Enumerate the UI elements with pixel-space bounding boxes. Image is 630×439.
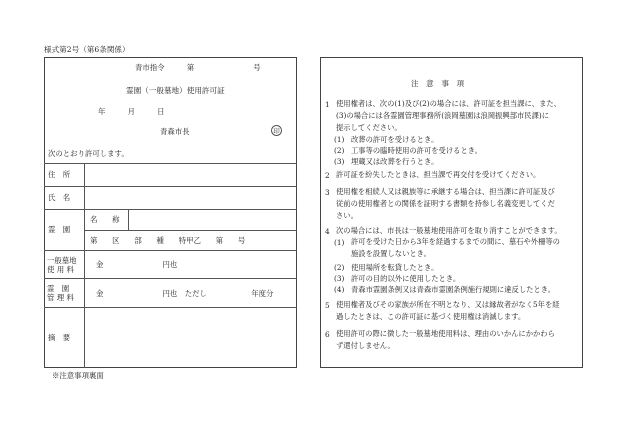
label-address: 住 所 [48, 170, 71, 179]
column-divider [84, 163, 85, 368]
notice-sub-text: 使用場所を転貸したとき。 [351, 263, 439, 272]
permit-card [44, 57, 297, 368]
notice-item-number: 5 [325, 301, 330, 310]
notice-item-text: 使用権者は、次の(1)及び(2)の場合には、許可証を担当課に、また、 (3)の場合には各霊園管理事務所(浪岡墓園は浪岡振興部市民課)に 提示してください。 [336, 99, 561, 132]
notice-sub-text: 工事等の臨時使用の許可を受けるとき。 [351, 146, 483, 155]
permit-title: 霊園（一般墓地）使用許可証 [126, 86, 225, 95]
notice-sub-text: 許可を受けた日から3年を経過するまでの間に、墓石や外柵等の 施設を設置しないとき。 [351, 237, 560, 258]
label-management-fee: 霊 園 管 理 料 [47, 284, 74, 302]
issuer: 青森市長 [160, 127, 190, 136]
notice-sub-number: (1) [334, 135, 345, 144]
notice-sub-number: (2) [334, 263, 345, 272]
permit-date: 年 月 日 [98, 107, 165, 116]
row-divider [44, 209, 297, 210]
row-divider [44, 250, 297, 251]
row-divider [44, 186, 297, 187]
plot-line: 第 区 部 種 特甲乙 第 号 [90, 236, 246, 245]
label-name: 氏 名 [48, 193, 71, 202]
notice-sub-text: 青森市霊園条例又は青森市霊園条例施行規則に違反したとき。 [351, 285, 556, 294]
notice-sub-number: (3) [334, 274, 345, 283]
notice-item-text: 使用許可の際に徴した一般墓地使用料は、理由のいかんにかかわら ず還付しません。 [336, 329, 555, 350]
notice-item-text: 次の場合には、市長は一般墓地使用許可を取り消すことができます。 [336, 226, 562, 235]
label-general-fee: 一般墓地 使 用 料 [47, 256, 77, 274]
grant-text: 次のとおり許可します。 [48, 149, 129, 158]
form-code: 様式第2号（第6条関係） [44, 45, 130, 54]
label-remarks: 摘 要 [48, 333, 71, 342]
official-seal: 印 [271, 125, 282, 136]
notice-item-text: 許可証を紛失したときは、担当課で再交付を受けてください。 [336, 170, 541, 179]
footer-note: ※注意事項裏面 [52, 371, 104, 380]
notice-sub-number: (4) [334, 285, 345, 294]
column-divider [128, 209, 129, 230]
notice-item-number: 4 [325, 227, 330, 236]
row-divider [84, 230, 297, 231]
cemetery-name-label: 名 称 [90, 215, 120, 224]
notice-sub-number: (2) [334, 146, 345, 155]
notice-item-text: 使用権を相続人又は親族等に承継する場合は、担当課に許可証及び 従前の使用権者との関係を証明する書類を持参し名義変更してくだ さい。 [336, 187, 555, 220]
management-fee-value: 金 円也 ただし 年度分 [96, 289, 274, 298]
notice-sub-number: (3) [334, 157, 345, 166]
notice-item-number: 1 [325, 100, 330, 109]
notice-item-text: 使用権者及びその家族が所在不明となり、又は縁故者がなく5年を経 過したときは、この許可証に基づく使用権は消滅します。 [336, 300, 560, 321]
notice-item-number: 2 [325, 171, 330, 180]
notice-sub-text: 改葬の許可を受けるとき。 [351, 135, 439, 144]
notice-item-number: 6 [325, 330, 330, 339]
notice-item-number: 3 [325, 188, 330, 197]
row-divider [44, 278, 297, 279]
row-divider [44, 307, 297, 308]
row-divider [44, 163, 297, 164]
notice-title: 注 意 事 項 [411, 79, 465, 88]
notice-sub-text: 許可の目的以外に使用したとき。 [351, 274, 461, 283]
notice-sub-text: 埋蔵又は改葬を行うとき。 [351, 157, 439, 166]
permit-number-line: 青市指令 第 号 [135, 63, 261, 72]
label-cemetery: 霊 園 [48, 225, 71, 234]
general-fee-value: 金 円也 [96, 260, 178, 269]
notice-sub-number: (1) [334, 238, 345, 247]
